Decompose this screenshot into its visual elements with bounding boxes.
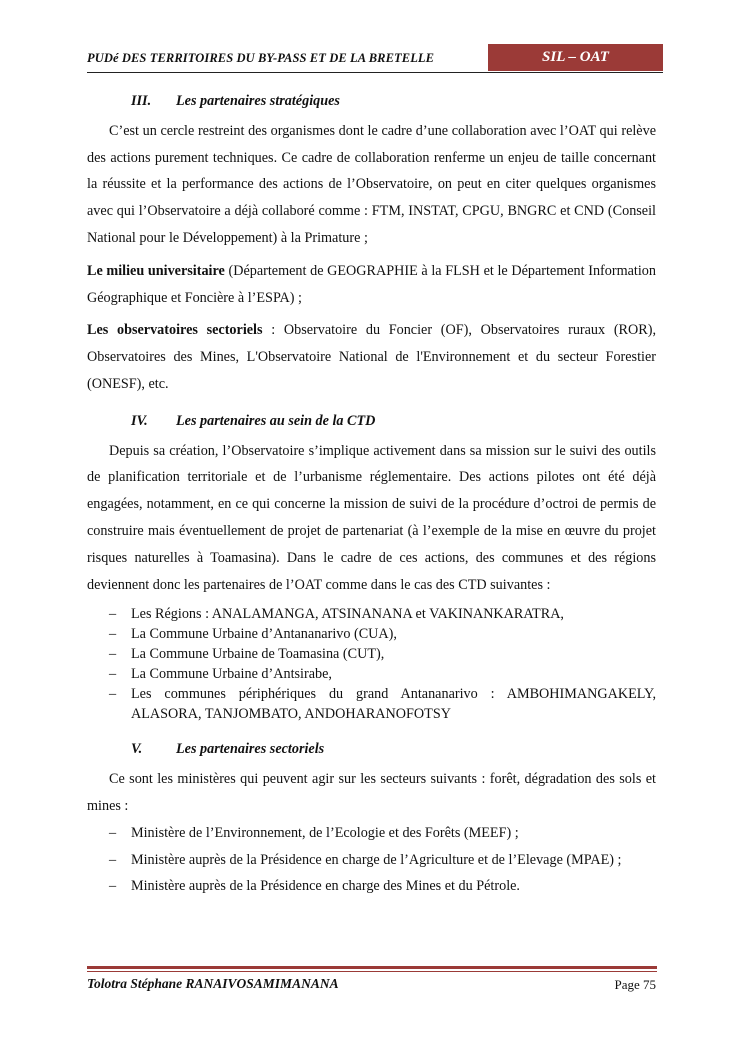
list-item: – Les communes périphériques du grand Antananarivo : AMBOHIMANGAKELY, ALASORA, TANJOMBATO, ANDOHARANOFOTSY <box>109 686 656 723</box>
paragraph-strategic: C’est un cercle restreint des organismes dont le cadre d’une collaboration avec l’OAT qui relève des actions purement techniques. Ce cadre de collaboration renferme un enjeu de taille concernant la réussite et la performance des actions de l’Observatoire, on peut en citer quelques organismes avec qui l’Observatoire a déjà collaboré comme : FTM, INSTAT, CPGU, BNGRC et CND (Conseil National pour le Développement) à la Primature ; <box>87 122 656 246</box>
footer-rule-thick <box>87 966 657 969</box>
dash-bullet: – <box>109 824 117 841</box>
ctd-list <box>87 604 656 724</box>
paragraph-sectoral: Ce sont les ministères qui peuvent agir sur les secteurs suivants : forêt, dégradation des sols et mines : <box>87 771 656 814</box>
list-item: – Ministère auprès de la Présidence en charge de l’Agriculture et de l’Elevage (MPAE) ; <box>87 847 656 874</box>
header-badge: SIL – OAT <box>488 44 663 71</box>
dash-bullet: – <box>109 606 117 623</box>
page-number: Page 75 <box>614 977 656 992</box>
section-heading-iv <box>87 408 656 435</box>
bold-term: Les observatoires sectoriels <box>87 322 263 339</box>
dash-bullet: – <box>109 878 117 895</box>
footer-rule <box>87 966 657 973</box>
header-title: PUDé DES TERRITOIRES DU BY-PASS ET DE LA BRETELLE <box>87 51 435 65</box>
section-number: III. <box>131 93 152 109</box>
bold-term: Le milieu universitaire <box>87 262 225 279</box>
footer-rule-thin <box>87 971 657 972</box>
section-title: Les partenaires au sein de la CTD <box>176 412 376 429</box>
list-item: – La Commune Urbaine d’Antsirabe, <box>109 666 332 683</box>
section-title: Les partenaires sectoriels <box>176 741 325 758</box>
list-item: – Ministère auprès de la Présidence en charge des Mines et du Pétrole. <box>87 873 656 900</box>
section-number: V. <box>131 741 143 758</box>
section-number: IV. <box>131 412 148 429</box>
list-item: – La Commune Urbaine d’Antananarivo (CUA), <box>109 626 397 643</box>
paragraph-ctd: Depuis sa création, l’Observatoire s’implique activement dans sa mission sur le suivi des outils de planification territoriale et de l’urbanisme réglementaire. Des actions pilotes ont été déjà engagées, notamment, en ce qui concerne la mission de suivi de la procédure d’octroi de permis de construire mais éventuellement de projet de partenariat (à l’exemple de la mise en œuvre du projet risques naturelles à Toamasina). Dans le cadre de ces actions, des communes et des régions deviennent donc les partenaires de l’OAT comme dans le cas des CTD suivantes : <box>87 442 656 593</box>
dash-bullet: – <box>109 666 117 683</box>
paragraph-observatories <box>87 317 656 397</box>
list-item: – Ministère de l’Environnement, de l’Ecologie et des Forêts (MEEF) ; <box>87 820 656 847</box>
dash-bullet: – <box>109 626 117 643</box>
ministries-list <box>87 820 656 900</box>
section-heading-iii <box>87 88 656 115</box>
dash-bullet: – <box>109 851 117 868</box>
dash-bullet: – <box>109 686 117 703</box>
document-body <box>87 88 656 900</box>
page-header <box>87 44 663 73</box>
section-heading-v <box>87 736 656 763</box>
section-title: Les partenaires stratégiques <box>176 93 340 109</box>
footer-author: Tolotra Stéphane RANAIVOSAMIMANANA <box>87 976 339 991</box>
list-item: – La Commune Urbaine de Toamasina (CUT), <box>109 646 385 663</box>
paragraph-university <box>87 258 656 312</box>
list-item: – Les Régions : ANALAMANGA, ATSINANANA et VAKINANKARATRA, <box>109 606 564 623</box>
term-description: : Observatoire du Foncier (OF), Observatoires ruraux (ROR), Observatoires des Mines, L'Observatoire National de l'Environnement et du secteur Forestier (ONESF), etc. <box>87 322 656 392</box>
term-description: (Département de GEOGRAPHIE à la FLSH et le Département Information Géographique et Foncière à l’ESPA) ; <box>87 262 656 306</box>
dash-bullet: – <box>109 646 117 663</box>
